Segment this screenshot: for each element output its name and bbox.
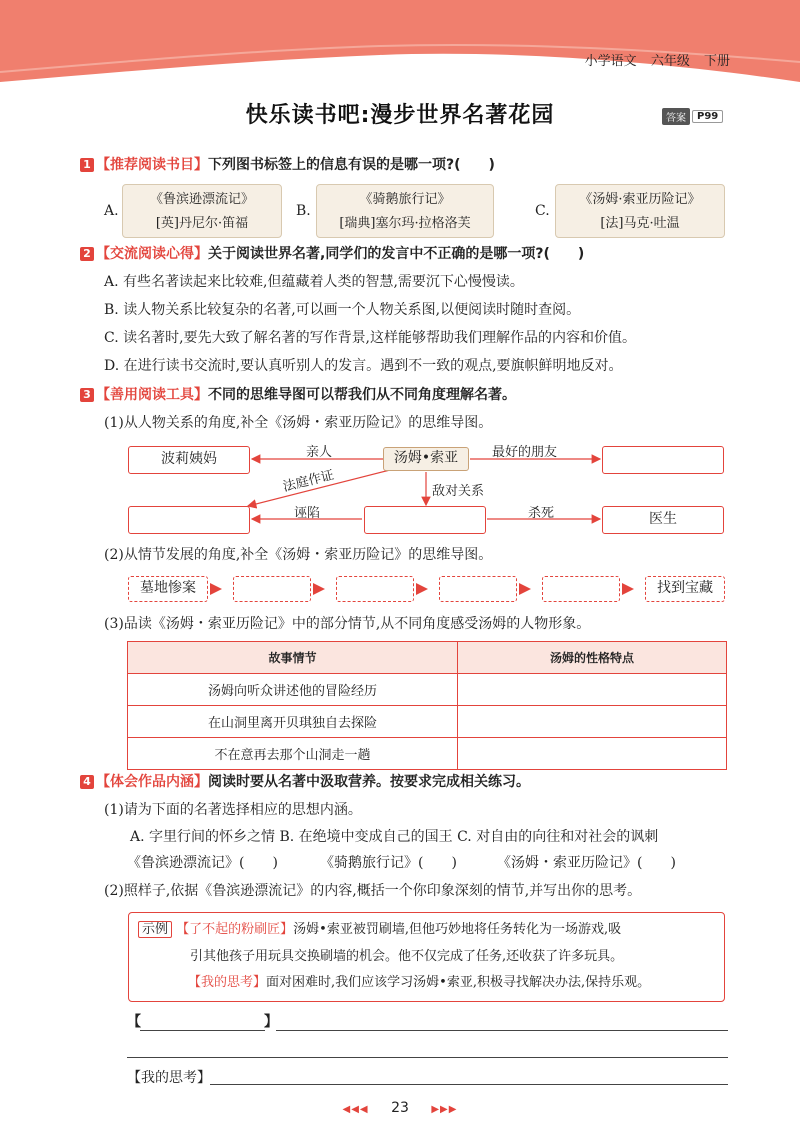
map-node-enemy-blank[interactable] (364, 506, 486, 534)
map-node-aunt-polly: 波莉姨妈 (128, 446, 250, 474)
subject-label: 小学语文 (584, 54, 637, 69)
q1-option-c-author: [法]马克·吐温 (600, 216, 680, 231)
plot-node-start: 墓地惨案 (128, 576, 208, 602)
my-thinking-label: 【我的思考】 (127, 1070, 211, 1086)
q4-book-3[interactable]: 《汤姆・索亚历险记》( ) (497, 855, 676, 871)
q3-sub3: (3)品读《汤姆・索亚历险记》中的部分情节,从不同角度感受汤姆的人物形象。 (104, 616, 591, 632)
q4-book-2[interactable]: 《骑鹅旅行记》( ) (320, 855, 457, 871)
rel-enemy-label: 敌对关系 (432, 484, 485, 499)
rel-friend-label: 最好的朋友 (492, 445, 558, 460)
character-table (127, 641, 727, 770)
header-info (585, 50, 730, 69)
q3-number: 3 (80, 388, 94, 402)
q1-number: 1 (80, 158, 94, 172)
answer-bracket-close: 】 (264, 1014, 278, 1030)
q1-tag: 【推荐阅读书目】 (96, 157, 208, 173)
q4-tag: 【体会作品内涵】 (96, 774, 208, 790)
q1-option-a-author: [英]丹尼尔·笛福 (155, 216, 249, 231)
table-header-trait: 汤姆的性格特点 (458, 642, 727, 674)
q4-choices: A. 字里行间的怀乡之情 B. 在绝境中变成自己的国王 C. 对自由的向往和对社会的讽刺 (130, 829, 659, 845)
plot-node-blank-4[interactable] (542, 576, 620, 602)
map-node-framed-blank[interactable] (128, 506, 250, 534)
table-row (128, 706, 727, 738)
example-tag-2: 【我的思考】 (188, 975, 267, 990)
q1-option-b-letter: B. (296, 203, 311, 219)
rel-kill-label: 杀死 (528, 506, 555, 521)
page-number: 23 (391, 1100, 409, 1116)
q2-number: 2 (80, 247, 94, 261)
table-row (128, 738, 727, 770)
q2-option-b: B. 读人物关系比较复杂的名著,可以画一个人物关系图,以便阅读时随时查阅。 (104, 302, 581, 318)
table-cell-plot: 汤姆向听众讲述他的冒险经历 (128, 674, 458, 706)
table-cell-answer[interactable] (458, 674, 727, 706)
q3-sub1: (1)从人物关系的角度,补全《汤姆・索亚历险记》的思维导图。 (104, 415, 493, 431)
prev-arrows-icon: ◀◀◀ (342, 1104, 369, 1115)
q3-heading (80, 385, 516, 405)
header-banner (0, 0, 800, 82)
example-line-3 (188, 973, 650, 993)
title-blank-line[interactable] (140, 1030, 265, 1031)
q4-book-1[interactable]: 《鲁滨逊漂流记》( ) (127, 855, 278, 871)
q3-text: 不同的思维导图可以帮我们从不同角度理解名著。 (208, 387, 516, 403)
q1-heading (80, 155, 495, 175)
q1-option-c-letter: C. (535, 203, 550, 219)
map-node-tom: 汤姆•索亚 (383, 447, 469, 471)
example-text-1: 汤姆•索亚被罚刷墙,但他巧妙地将任务转化为一场游戏,吸 (293, 922, 622, 937)
answer-page: P99 (692, 110, 723, 123)
page-footer (0, 1100, 800, 1116)
table-cell-plot: 在山洞里离开贝琪独自去探险 (128, 706, 458, 738)
q2-option-c: C. 读名著时,要先大致了解名著的写作背景,这样能够帮助我们理解作品的内容和价值。 (104, 330, 637, 346)
q1-option-c-tag (555, 184, 725, 238)
q1-option-a-letter: A. (104, 203, 119, 219)
page-title: 快乐读书吧:漫步世界名著花园 (245, 103, 555, 128)
q1-option-b-book: 《骑鹅旅行记》 (359, 192, 451, 207)
q2-option-d: D. 在进行读书交流时,要认真听别人的发言。遇到不一致的观点,要旗帜鲜明地反对。 (104, 358, 623, 374)
next-arrows-icon: ▶▶▶ (431, 1104, 458, 1115)
plot-node-blank-2[interactable] (336, 576, 414, 602)
q1-option-b-author: [瑞典]塞尔玛·拉格洛芙 (339, 216, 471, 231)
answer-line-2[interactable] (127, 1057, 728, 1058)
plot-node-blank-1[interactable] (233, 576, 311, 602)
q1-option-a-book: 《鲁滨逊漂流记》 (149, 192, 254, 207)
q1-option-b-tag (316, 184, 494, 238)
q2-tag: 【交流阅读心得】 (96, 246, 208, 262)
table-cell-plot: 不在意再去那个山洞走一趟 (128, 738, 458, 770)
plot-node-blank-3[interactable] (439, 576, 517, 602)
example-tag-1: 【了不起的粉刷匠】 (176, 922, 294, 937)
rel-witness-label: 法庭作证 (281, 467, 336, 496)
table-header-row (128, 642, 727, 674)
map-node-best-friend-blank[interactable] (602, 446, 724, 474)
q3-sub2: (2)从情节发展的角度,补全《汤姆・索亚历险记》的思维导图。 (104, 547, 493, 563)
example-line-2: 引其他孩子用玩具交换刷墙的机会。他不仅完成了任务,还收获了许多玩具。 (190, 949, 624, 964)
q4-sub1: (1)请为下面的名著选择相应的思想内涵。 (104, 802, 362, 818)
q4-heading (80, 772, 530, 792)
example-text-3: 面对困难时,我们应该学习汤姆•索亚,积极寻找解决办法,保持乐观。 (266, 975, 651, 990)
answer-label: 答案 (662, 108, 690, 125)
answer-line-1[interactable] (276, 1030, 728, 1031)
example-line-1 (138, 920, 621, 940)
map-node-doctor: 医生 (602, 506, 724, 534)
q2-option-a: A. 有些名著读起来比较难,但蕴藏着人类的智慧,需要沉下心慢慢读。 (104, 274, 524, 290)
thinking-answer-line[interactable] (210, 1084, 728, 1085)
table-row (128, 674, 727, 706)
q3-tag: 【善用阅读工具】 (96, 387, 208, 403)
example-label: 示例 (138, 921, 172, 938)
q4-sub2: (2)照样子,依据《鲁滨逊漂流记》的内容,概括一个你印象深刻的情节,并写出你的思考。 (104, 883, 642, 899)
q1-text: 下列图书标签上的信息有误的是哪一项?( ) (208, 157, 495, 173)
table-header-plot: 故事情节 (128, 642, 458, 674)
answer-ref[interactable] (662, 108, 723, 125)
q4-number: 4 (80, 775, 94, 789)
rel-frame-label: 诬陷 (294, 506, 321, 521)
q2-heading (80, 244, 584, 264)
table-cell-answer[interactable] (458, 738, 727, 770)
grade-label: 六年级 (650, 54, 690, 69)
table-cell-answer[interactable] (458, 706, 727, 738)
volume-label: 下册 (703, 54, 730, 69)
answer-bracket-open: 【 (127, 1014, 141, 1030)
q1-option-c-book: 《汤姆·索亚历险记》 (579, 192, 701, 207)
q2-text: 关于阅读世界名著,同学们的发言中不正确的是哪一项?( ) (208, 246, 585, 262)
plot-node-end: 找到宝藏 (645, 576, 725, 602)
q4-text: 阅读时要从名著中汲取营养。按要求完成相关练习。 (208, 774, 530, 790)
rel-family-label: 亲人 (306, 445, 333, 460)
q1-option-a-tag (122, 184, 282, 238)
